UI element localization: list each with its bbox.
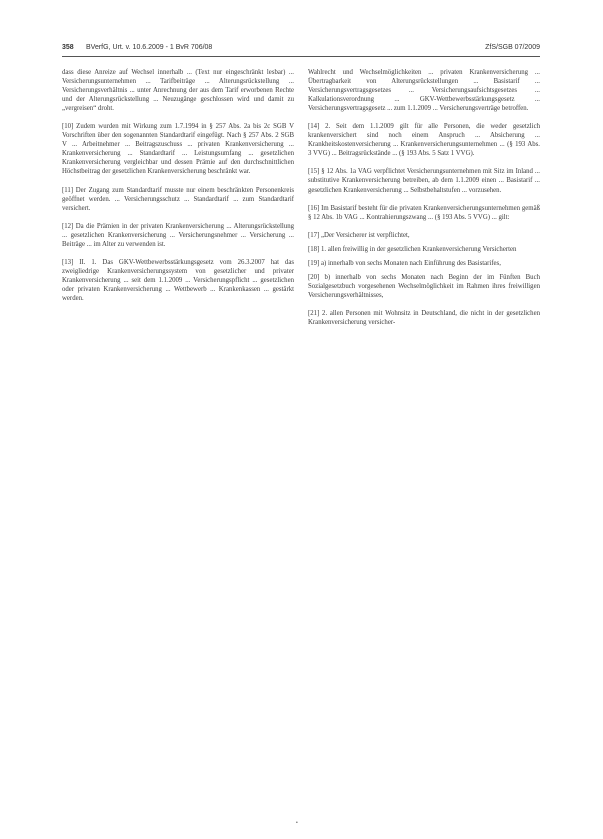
left-column [62, 68, 294, 312]
header-rule [62, 56, 540, 57]
paragraph-12: [12] Da die Prämien in der privaten Krankenversicherung ... Alterungsrückstellung ... gesetzlichen Krankenversicherung ... Versicherungsnehmer ... Versicherung ... Beiträge ... im Alter zu verwenden ist. [62, 222, 294, 248]
paragraph-20: [20] b) innerhalb von sechs Monaten nach Beginn der im Fünften Buch Sozialgesetzbuch vorgesehenen Wechselmöglichkeit im Rahmen ihres freiwilligen Versicherungsverhältnisses, [308, 273, 540, 299]
paragraph-13: [13] II. 1. Das GKV-Wettbewerbsstärkungsgesetz vom 26.3.2007 hat das zweigliedrige Krankenversicherungssystem von gesetzlicher und privater Krankenversicherung ... seit dem 1.1.2009 ... Versicherungspflicht ... gesetzlichen oder privaten Krankenversicherung ... Wettbewerb ... Krankenkassen ... gestärkt werden. [62, 258, 294, 302]
running-header [62, 44, 540, 56]
footer-mark: • [296, 820, 298, 826]
paragraph: Wahlrecht und Wechselmöglichkeiten ... privaten Krankenversicherung ... Übertragbarkeit von Alterungsrückstellungen ... Basistarif ... Versicherungsvertragsgesetzes ... Versicherungsaufsichtsgesetzes ... Kalkulationsverordnung ... GKV-Wettbewerbsstärkungsgesetz ... Versicherungsvertragsgesetz ... zum 1.1.2009 ... Versicherungsverträge betroffen. [308, 69, 540, 113]
paragraph-19: [19] a) innerhalb von sechs Monaten nach Einführung des Basistarifes, [308, 259, 501, 267]
journal-reference: ZfS/SGB 07/2009 [485, 44, 540, 51]
paragraph-10: [10] Zudem wurden mit Wirkung zum 1.7.1994 in § 257 Abs. 2a bis 2c SGB V Vorschriften über den sogenannten Standardtarif eingefügt. Nach § 257 Abs. 2 SGB V ... Arbeitnehmer ... Beitragszuschuss ... privaten Krankenversicherung ... Krankenversicherung ... Standardtarif ... Leistungsumfang ... gesetzlichen Krankenversicherung vergleichbar und dessen Prämie auf den durchschnittlichen Höchstbeitrag der gesetzlichen Krankenversicherung beschränkt war. [62, 123, 294, 176]
page-number: 358 [62, 44, 74, 51]
paragraph-17: [17] „Der Versicherer ist verpflichtet, [308, 231, 410, 239]
paragraph-16: [16] Im Basistarif besteht für die privaten Krankenversicherungsunternehmen gemäß § 12 Abs. 1b VAG ... Kontrahierungszwang ... (§ 193 Abs. 5 VVG) ... gilt: [308, 204, 540, 221]
paragraph-15: [15] § 12 Abs. 1a VAG verpflichtet Versicherungsunternehmen mit Sitz im Inland ... substitutive Krankenversicherung betreiben, ab dem 1.1.2009 einen ... Basistarif ... gesetzlichen Krankenversicherung ... Selbstbehaltstufen ... vorzusehen. [308, 168, 540, 194]
paragraph: dass diese Anreize auf Wechsel innerhalb ... (Text nur eingeschränkt lesbar) ... Versicherungsunternehmen ... Tarifbeiträge ... Alterungsrückstellung ... Versicherungsverhältnis ... unter Anrechnung der aus dem Tarif erworbenen Rechte und der Alterungsrückstellung ... Neuzugänge geschlossen wird und damit zu „vergreisen“ droht. [62, 69, 294, 113]
paragraph-14: [14] 2. Seit dem 1.1.2009 gilt für alle Personen, die weder gesetzlich krankenversichert sind noch einem Anspruch ... Absicherung ... Krankheitskostenversicherung ... Krankenversicherungsunternehmen ... (§ 193 Abs. 3 VVG) ... Beitragsrückstände ... (§ 193 Abs. 5 Satz 1 VVG). [308, 123, 540, 158]
right-column [308, 68, 540, 336]
paragraph-21: [21] 2. allen Personen mit Wohnsitz in Deutschland, die nicht in der gesetzlichen Krankenversicherung versicher- [308, 309, 540, 326]
paragraph-11: [11] Der Zugang zum Standardtarif musste nur einem beschränkten Personenkreis geöffnet werden. ... Versicherungsschutz ... Standardtarif ... zum Standardtarif versichert. [62, 186, 294, 212]
paragraph-18: [18] 1. allen freiwillig in der gesetzlichen Krankenversicherung Versicherten [308, 245, 517, 253]
case-citation: BVerfG, Urt. v. 10.6.2009 - 1 BvR 706/08 [86, 44, 213, 51]
